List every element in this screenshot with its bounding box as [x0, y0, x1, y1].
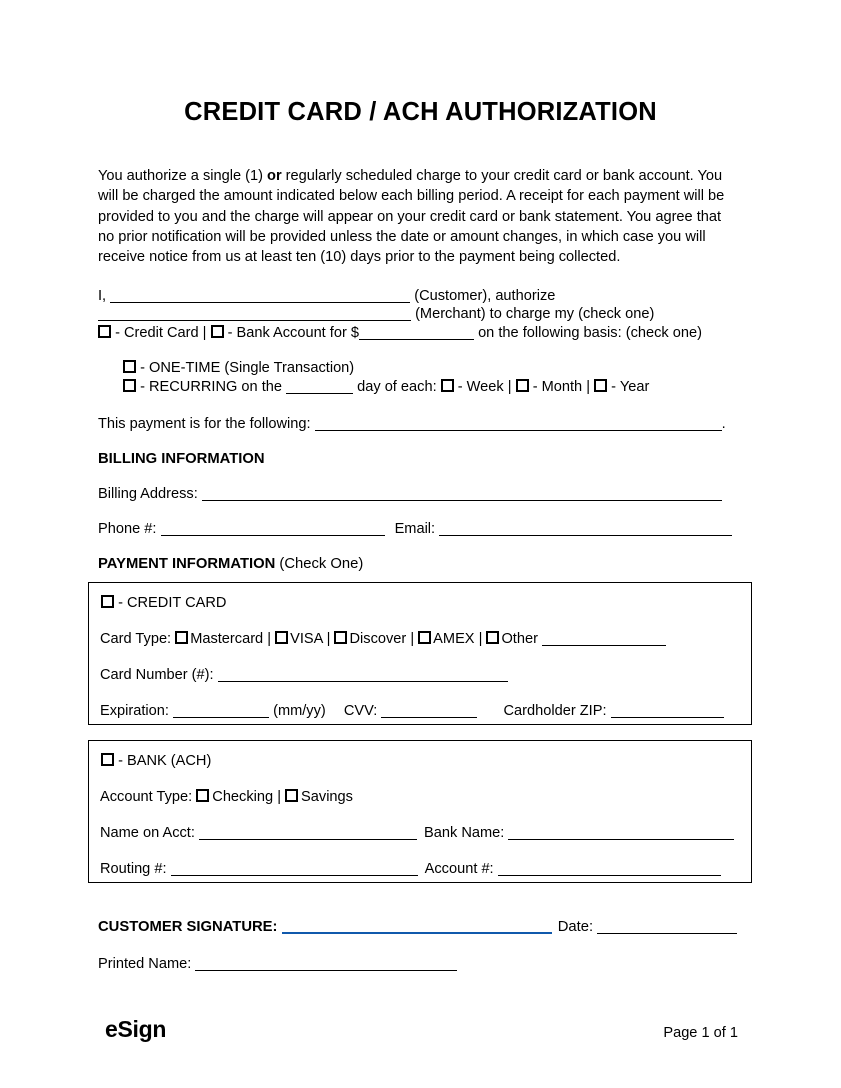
- merchant-suffix: (Merchant) to charge my (check one): [415, 306, 655, 322]
- bank-account-option-label: - Bank Account for $: [227, 325, 359, 341]
- visa-label: VISA: [290, 631, 323, 647]
- name-on-acct-label: Name on Acct:: [100, 825, 195, 841]
- intro-emphasis: or: [267, 168, 282, 184]
- payment-purpose-period: .: [721, 416, 726, 432]
- card-type-label: Card Type:: [100, 631, 172, 647]
- checkbox-checking[interactable]: [196, 789, 209, 802]
- billing-address-line: [98, 485, 722, 503]
- checkbox-bank-section[interactable]: [101, 753, 114, 766]
- payment-purpose-blank[interactable]: [315, 430, 722, 431]
- page-number: Page 1 of 1: [663, 1025, 738, 1041]
- bank-title-line: [101, 752, 211, 770]
- merchant-name-blank[interactable]: [98, 320, 411, 321]
- signature-blank[interactable]: [282, 932, 552, 934]
- week-month-separator: |: [507, 379, 512, 395]
- signature-line-row: [98, 918, 737, 936]
- recurring-prefix-label: - RECURRING on the: [140, 379, 282, 395]
- checkbox-discover[interactable]: [334, 631, 347, 644]
- month-year-separator: |: [586, 379, 591, 395]
- page-title: CREDIT CARD / ACH AUTHORIZATION: [184, 98, 657, 126]
- email-blank[interactable]: [439, 535, 732, 536]
- routing-label: Routing #:: [100, 861, 167, 877]
- intro-paragraph: [98, 166, 739, 267]
- customer-name-blank[interactable]: [110, 302, 410, 303]
- card-type-line: [100, 630, 666, 648]
- intro-part1: You authorize a single (1): [98, 168, 268, 184]
- credit-card-option-label: - Credit Card: [115, 325, 199, 341]
- expiration-label: Expiration:: [100, 703, 169, 719]
- zip-label: Cardholder ZIP:: [503, 703, 607, 719]
- bank-ach-panel: [88, 740, 752, 883]
- bank-title: - BANK (ACH): [118, 753, 212, 769]
- card-number-blank[interactable]: [218, 681, 508, 682]
- payment-purpose-label: This payment is for the following:: [98, 416, 311, 432]
- checkbox-month[interactable]: [516, 379, 529, 392]
- checkbox-bank-account[interactable]: [211, 325, 224, 338]
- checkbox-credit-card[interactable]: [98, 325, 111, 338]
- phone-email-line: [98, 520, 732, 538]
- sep-2: |: [326, 631, 331, 647]
- name-on-acct-blank[interactable]: [199, 839, 417, 840]
- recurring-mid-label: day of each:: [357, 379, 437, 395]
- name-bank-line: [100, 824, 734, 842]
- signature-label: CUSTOMER SIGNATURE:: [98, 919, 278, 935]
- routing-blank[interactable]: [171, 875, 418, 876]
- cvv-blank[interactable]: [381, 717, 477, 718]
- billing-address-label: Billing Address:: [98, 486, 198, 502]
- payment-heading: [98, 555, 363, 573]
- account-number-blank[interactable]: [498, 875, 721, 876]
- card-number-label: Card Number (#):: [100, 667, 214, 683]
- recurring-line: [123, 378, 649, 396]
- printed-name-label: Printed Name:: [98, 956, 192, 972]
- recurring-day-blank[interactable]: [286, 393, 353, 394]
- payment-heading-bold: PAYMENT INFORMATION: [98, 556, 276, 572]
- checkbox-year[interactable]: [594, 379, 607, 392]
- other-card-label: Other: [501, 631, 538, 647]
- discover-label: Discover: [349, 631, 407, 647]
- email-label: Email:: [394, 521, 436, 537]
- merchant-line: [98, 305, 654, 323]
- month-label: - Month: [532, 379, 583, 395]
- sep-4: |: [478, 631, 483, 647]
- week-label: - Week: [457, 379, 504, 395]
- year-label: - Year: [611, 379, 650, 395]
- one-time-line: [123, 359, 354, 377]
- date-label: Date:: [557, 919, 594, 935]
- bank-name-blank[interactable]: [508, 839, 734, 840]
- billing-heading: BILLING INFORMATION: [98, 451, 265, 467]
- cvv-label: CVV:: [343, 703, 378, 719]
- intro-part2: regularly scheduled charge to your credit card or bank account. You will be charged the amount indicated below each billing period. A receipt for each payment will be provided to you and the charge will appear on your credit card or bank statement. You agree that no prior notification will be provided unless the date or amount changes, in which case you will receive notice from us at least ten (10) days prior to the payment being collected.: [98, 168, 725, 266]
- credit-card-title-line: [101, 594, 226, 612]
- checkbox-visa[interactable]: [275, 631, 288, 644]
- phone-blank[interactable]: [161, 535, 385, 536]
- amex-label: AMEX: [433, 631, 475, 647]
- zip-blank[interactable]: [611, 717, 724, 718]
- checking-label: Checking: [212, 789, 274, 805]
- printed-name-blank[interactable]: [195, 970, 457, 971]
- checkbox-week[interactable]: [441, 379, 454, 392]
- credit-card-panel: [88, 582, 752, 725]
- account-type-label: Account Type:: [100, 789, 193, 805]
- card-number-line: [100, 666, 508, 684]
- account-type-separator: |: [277, 789, 281, 805]
- checkbox-other-card[interactable]: [486, 631, 499, 644]
- checkbox-savings[interactable]: [285, 789, 298, 802]
- customer-line: [98, 287, 555, 305]
- payment-heading-normal: (Check One): [275, 556, 364, 572]
- bank-name-label: Bank Name:: [424, 825, 505, 841]
- expiration-blank[interactable]: [173, 717, 269, 718]
- billing-address-blank[interactable]: [202, 500, 722, 501]
- esign-logo: eSign: [105, 1016, 167, 1042]
- checkbox-one-time[interactable]: [123, 360, 136, 373]
- checkbox-recurring[interactable]: [123, 379, 136, 392]
- account-type-line: [100, 788, 353, 806]
- sep-1: |: [267, 631, 272, 647]
- checkbox-mastercard[interactable]: [175, 631, 188, 644]
- routing-account-line: [100, 860, 721, 878]
- customer-suffix: (Customer), authorize: [414, 288, 556, 304]
- expiration-format: (mm/yy): [273, 703, 326, 719]
- savings-label: Savings: [301, 789, 353, 805]
- sep-3: |: [410, 631, 415, 647]
- expiration-cvv-zip-line: [100, 702, 724, 720]
- account-number-label: Account #:: [424, 861, 494, 877]
- date-blank[interactable]: [597, 933, 737, 934]
- checkbox-credit-card-section[interactable]: [101, 595, 114, 608]
- one-time-label: - ONE-TIME (Single Transaction): [140, 360, 355, 376]
- credit-card-title: - CREDIT CARD: [118, 595, 227, 611]
- printed-name-row: [98, 955, 457, 973]
- checkbox-amex[interactable]: [418, 631, 431, 644]
- phone-label: Phone #:: [98, 521, 157, 537]
- charge-amount-blank[interactable]: [359, 339, 474, 340]
- mastercard-label: Mastercard: [190, 631, 264, 647]
- charge-method-line: [98, 324, 702, 342]
- other-card-blank[interactable]: [542, 645, 666, 646]
- i-label: I,: [98, 288, 107, 304]
- basis-suffix: on the following basis: (check one): [478, 325, 702, 341]
- option-separator: |: [202, 325, 207, 341]
- payment-purpose-line: [98, 415, 726, 433]
